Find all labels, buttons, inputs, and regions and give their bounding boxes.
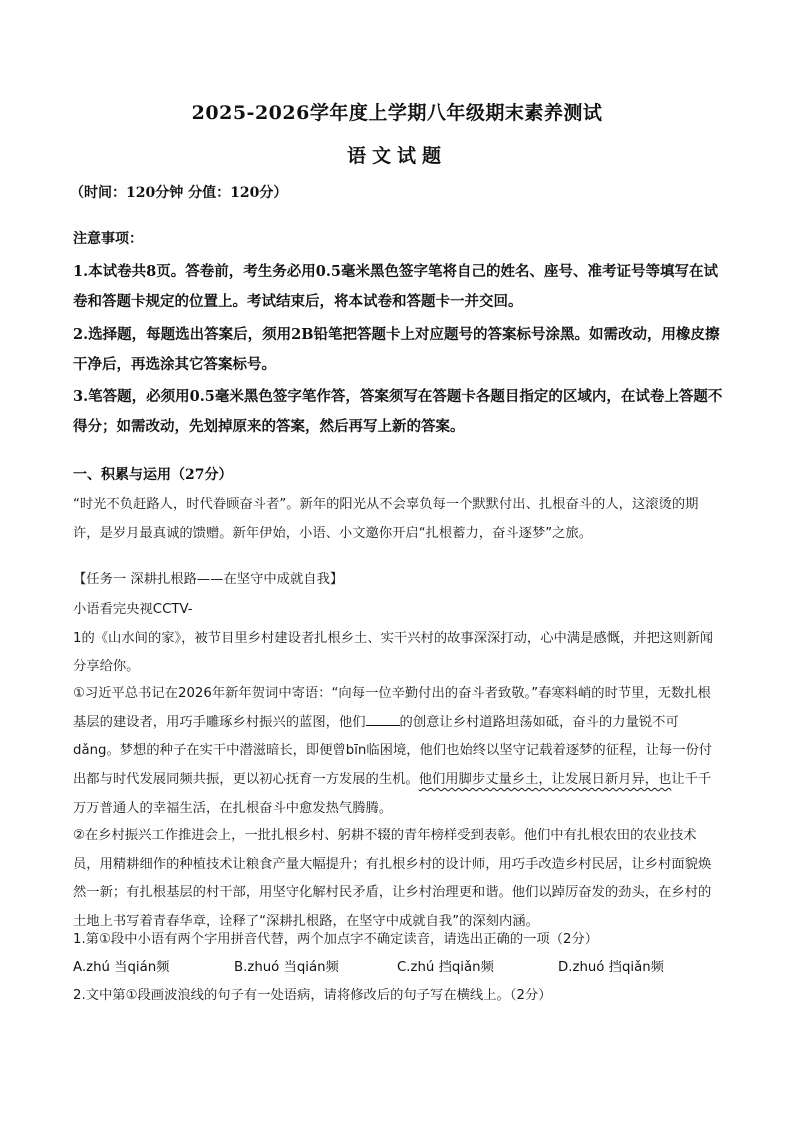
option-d: D.zhuó 挡qiǎn频 <box>558 960 664 975</box>
paragraph-2: ②在乡村振兴工作推进会上，一批扎根乡村、躬耕不辍的青年榜样受到表彰。他们中有扎根农田的农业技术员，用精耕细作的种植技术让粮食产量大幅提升；有扎根乡村的设计师，用巧手改造乡村民居，让乡村面貌焕然一新；有扎根基层的村干部，用坚守化解村民矛盾，让乡村治理更和谐。他们以踔厉奋发的劲头，在乡村的土地上书写着青春华章，诠释了“深耕扎根路，在坚守中成就自我”的深刻内涵。 <box>73 828 712 930</box>
exam-title: 2025-2026学年度上学期八年级期末素养测试 <box>191 102 603 124</box>
notice-item-3: 3.笔答题，必须用0.5毫米黑色签字笔作答，答案须写在答题卡各题目指定的区域内，在试卷上答题不得分；如需改动，先划掉原来的答案，然后再写上新的答案。 <box>73 388 723 435</box>
option-b: B.zhuó 当qián频 <box>234 960 339 975</box>
notice-item-1: 1.本试卷共8页。答卷前，考生务必用0.5毫米黑色签字笔将自己的姓名、座号、准考证号等填写在试卷和答题卡规定的位置上。考试结束后，将本试卷和答题卡一并交回。 <box>73 263 718 310</box>
notice-item-2: 2.选择题，每题选出答案后，须用2B铅笔把答题卡上对应题号的答案标号涂黑。如需改动，用橡皮擦干净后，再选涂其它答案标号。 <box>73 326 720 373</box>
cctv-line-2: 1的《山水间的家》，被节目里乡村建设者扎根乡土、实干兴村的故事深深打动，心中满是感慨，并把这则新闻分享给你。 <box>73 630 714 675</box>
paragraph-1 <box>73 680 723 824</box>
cctv-paragraph <box>73 596 723 682</box>
fill-blank <box>366 711 400 726</box>
section-title: 一、积累与运用（27分） <box>73 467 233 483</box>
question-1: 1.第①段中小语有两个字用拼音代替，两个加点字不确定读音，请选出正确的一项（2分） <box>73 932 599 947</box>
notice-title: 注意事项： <box>73 231 143 247</box>
question-2: 2.文中第①段画波浪线的句子有一处语病，请将修改后的句子写在横线上。（2分） <box>73 988 552 1003</box>
task-heading: 【任务一 深耕扎根路——在坚守中成就自我】 <box>73 572 344 587</box>
time-info: （时间：120分钟 分值：120分） <box>70 185 288 201</box>
paragraph-1-text-c: 让千千万万普通人的幸福生活，在扎根奋斗中愈发热气腾腾。 <box>73 772 712 816</box>
question-1-options <box>73 954 723 982</box>
option-a: A.zhú 当qián频 <box>73 960 170 975</box>
cctv-line-1: 小语看完央视CCTV- <box>73 602 193 617</box>
option-c: C.zhú 挡qiǎn频 <box>397 960 494 975</box>
paragraph-1-text-a: ①习近平总书记在2026年新年贺词中寄语：“向每一位辛勤付出的奋斗者致敬。”春寒料峭的时节里，无数扎根基层的建设者，用巧手雕琢乡村振兴的蓝图，他们 <box>73 686 711 730</box>
exam-subtitle: 语文试题 <box>346 145 447 167</box>
paragraph-1-text-b: 的创意让乡村道路坦荡如砥，奋斗的力量锐不可dǎng。梦想的种子在实干中潜滋暗长，即便曾bīn临困境，他们也始终以坚守记载着逐梦的征程，让每一份付出都与时代发展同频共振，更以初心抚育一方发展的生机。 <box>73 714 713 788</box>
section-intro: “时光不负赶路人，时代眷顾奋斗者”。新年的阳光从不会辜负每一个默默付出、扎根奋斗的人，这滚烫的期许，是岁月最真诚的馈赠。新年伊始，小语、小文邀你开启“扎根蓄力，奋斗逐梦”之旅。 <box>73 497 699 541</box>
wavy-underlined-sentence: 他们用脚步丈量乡土，让发展日新月异，也 <box>418 772 672 788</box>
